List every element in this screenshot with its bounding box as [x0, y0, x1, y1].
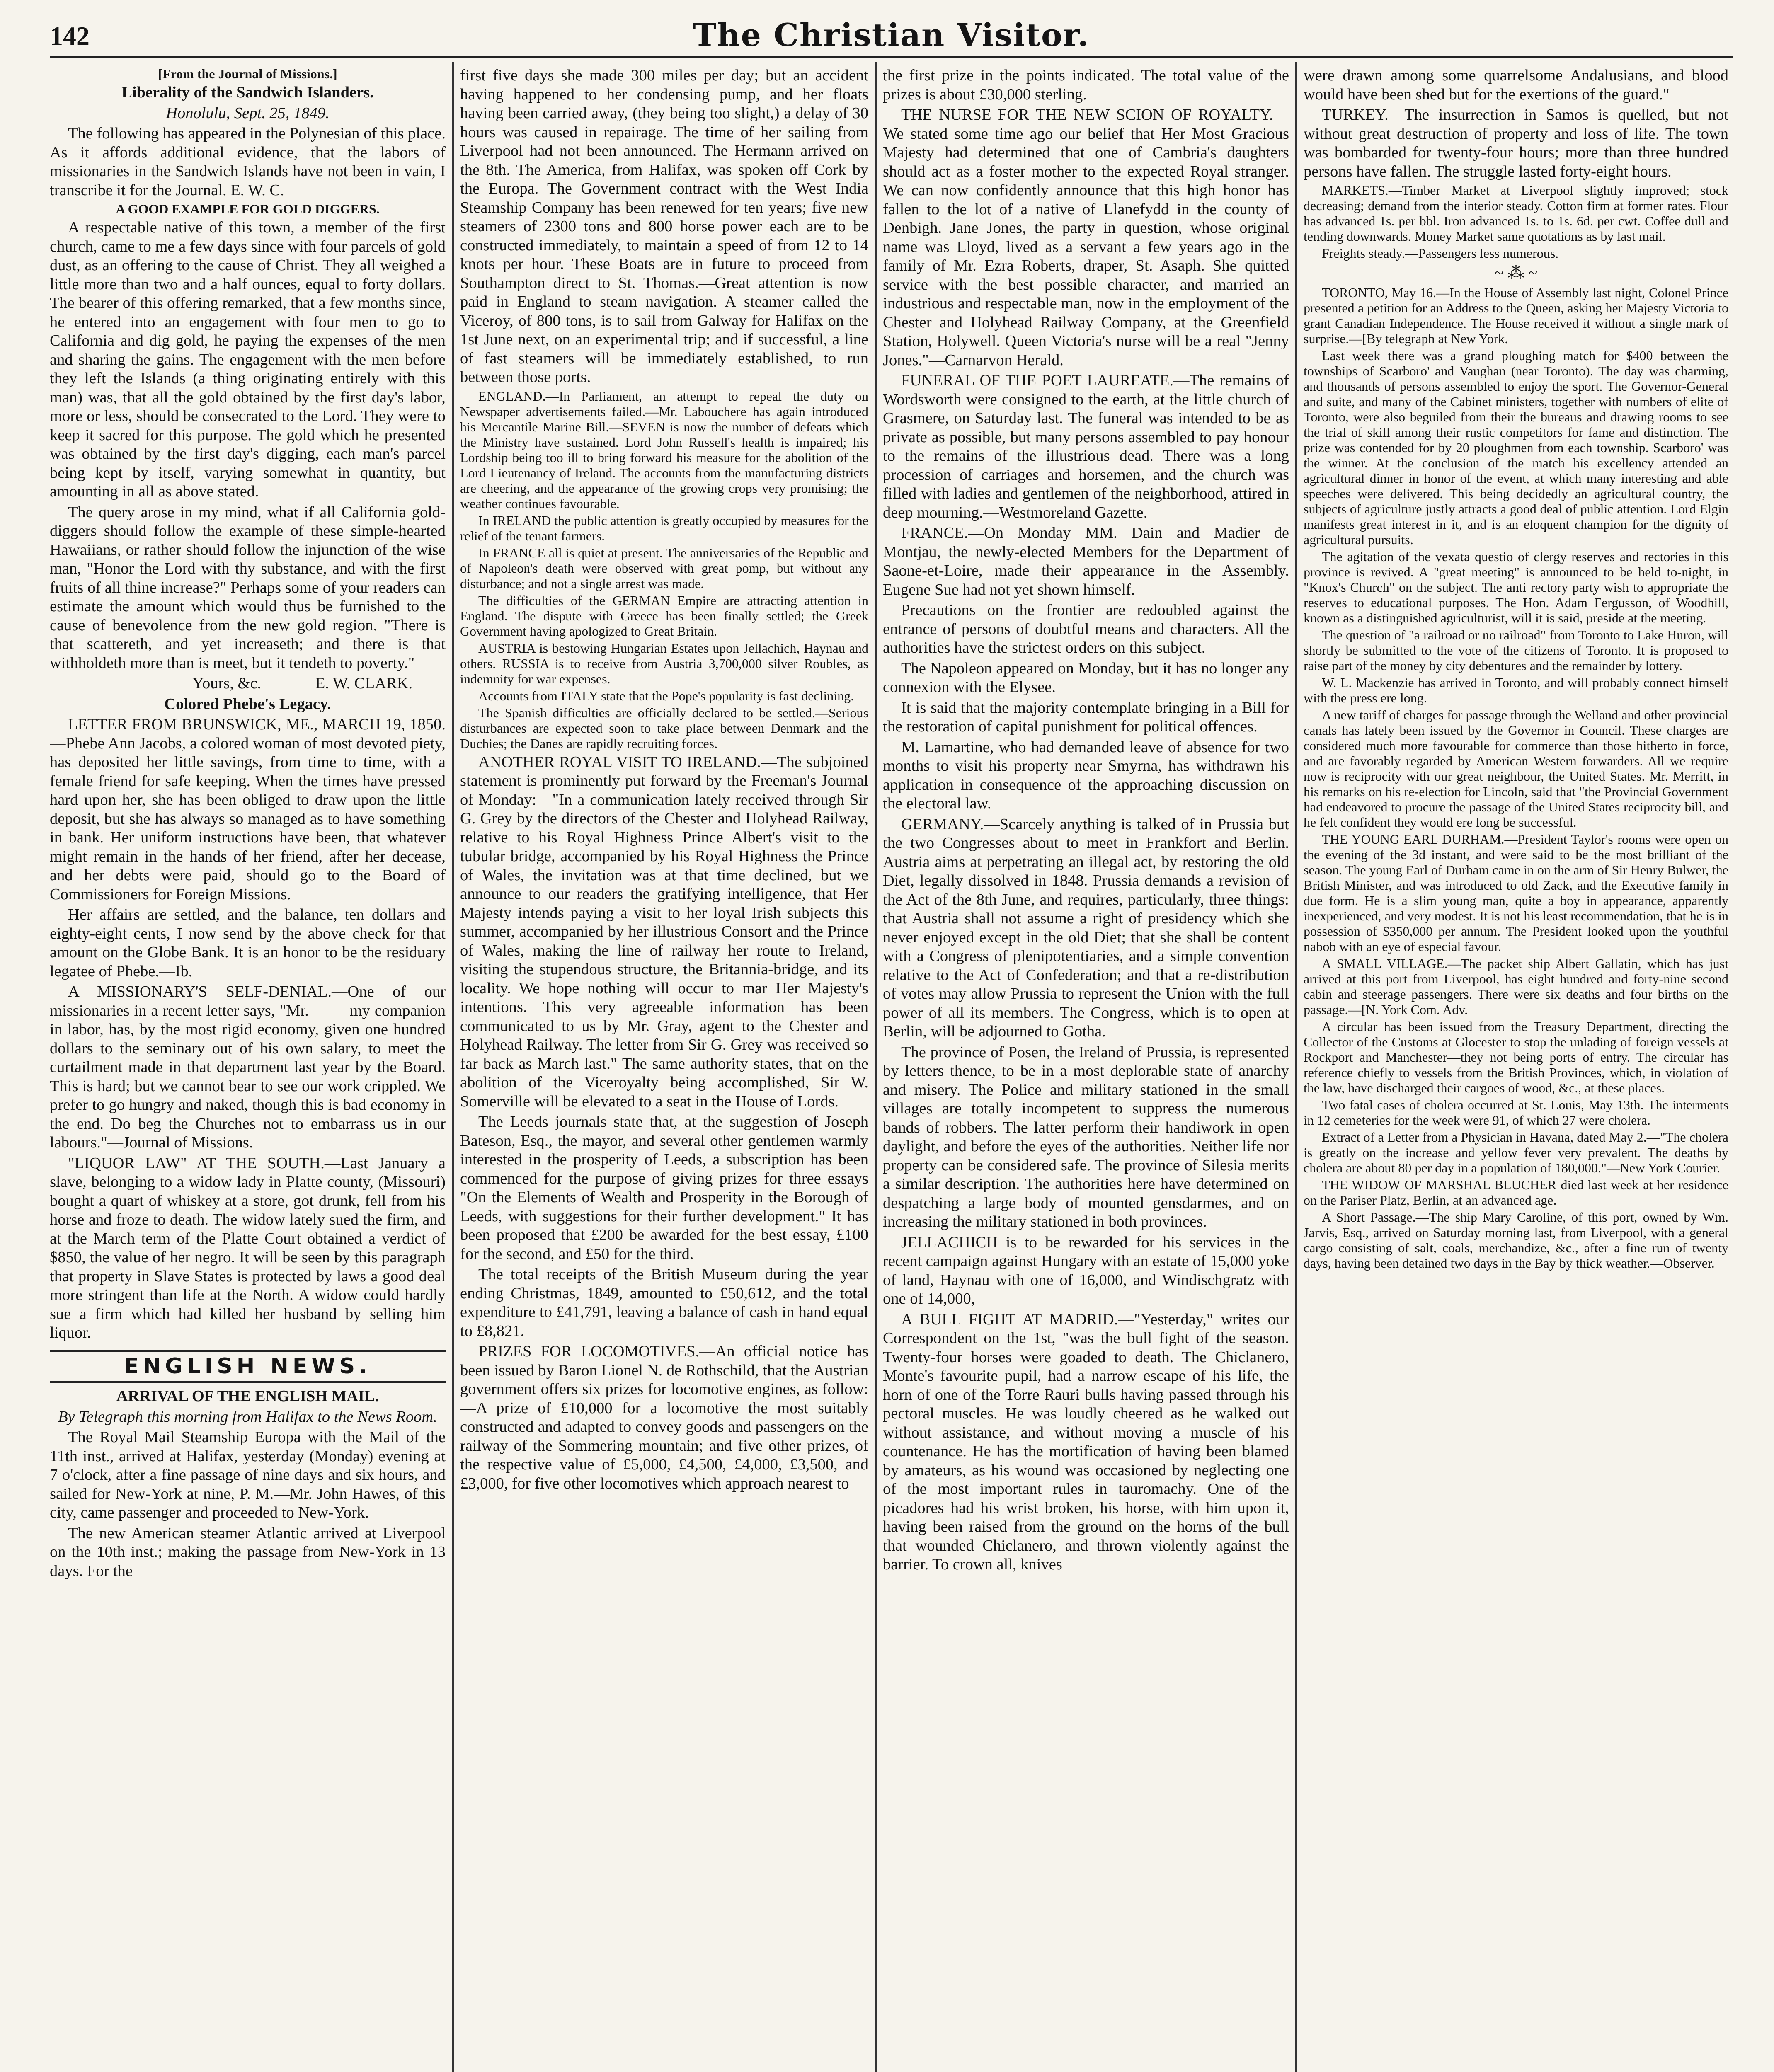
column-rule	[875, 62, 877, 2072]
article-title: Liberality of the Sandwich Islanders.	[121, 84, 374, 101]
telegraph-note: By Telegraph this morning from Halifax to the News Room.	[58, 1408, 437, 1426]
paragraph: A new tariff of charges for passage through the Welland and other provincial canals has lately been issued by the Governor in Council. These charges are considered much more favourable for commerce than those hitherto in force, and are favorably regarded by American Western forwarders. All we require now is reciprocity with our great neighbour, the United States. Mr. Merritt, in his remarks on his re-election for Lincoln, said that "the Provincial Government had endeavored to procure the passage of the United States reciprocity bill, and he felt confident they would ere long be successful.	[1304, 707, 1728, 830]
paragraph: Two fatal cases of cholera occurred at St. Louis, May 13th. The interments in 12 cemeteries for the week were 91, of which 27 were cholera.	[1304, 1097, 1728, 1128]
signature	[50, 674, 446, 693]
paragraph: TURKEY.—The insurrection in Samos is quelled, but not without great destruction of property and loss of life. The town was bombarded for twenty-four hours; more than three hundred persons have fallen. The struggle lasted forty-eight hours.	[1304, 106, 1728, 180]
paragraph: "LIQUOR LAW" AT THE SOUTH.—Last January a slave, belonging to a widow lady in Platte county, (Missouri) bought a quart of whiskey at a store, got drunk, fell from his horse and froze to death. The widow lately sued the firm, and at the March term of the Platte Court obtained a verdict of $850, the value of her negro. It will be seen by this paragraph that property in Slave States is protected by laws a good deal more stringent than life at the North. A widow could hardly sue a firm which had killed her husband by selling him liquor.	[50, 1154, 446, 1341]
paragraph: The question of "a railroad or no railroad" from Toronto to Lake Huron, will shortly be submitted to the vote of the citizens of Toronto. It is proposed to raise part of the money by city debentures and the remainder by lottery.	[1304, 627, 1728, 673]
paragraph: were drawn among some quarrelsome Andalusians, and blood would have been shed but for the exertions of the guard."	[1304, 67, 1728, 103]
paragraph: The Leeds journals state that, at the suggestion of Joseph Bateson, Esq., the mayor, and several other gentlemen warmly interested in the prosperity of Leeds, a subscription has been commenced for the purpose of giving prizes for three essays "On the Elements of Wealth and Prosperity in the Borough of Leeds, with suggestions for their further development." It has been proposed that £200 be awarded for the best essay, £100 for the second, and £50 for the third.	[460, 1113, 868, 1263]
paragraph: A SMALL VILLAGE.—The packet ship Albert Gallatin, which has just arrived at this port from Liverpool, has eight hundred and forty-nine second cabin and steerage passengers. There were six deaths and four births on the passage.—[N. York Com. Adv.	[1304, 956, 1728, 1017]
masthead-title: The Christian Visitor.	[693, 17, 1090, 53]
column-1	[50, 66, 446, 2072]
paragraph: Her affairs are settled, and the balance, ten dollars and eighty-eight cents, I now send by the above check for that amount on the Globe Bank. It is an honor to be the residuary legatee of Phebe.—Ib.	[50, 906, 446, 980]
paragraph: The agitation of the vexata questio of clergy reserves and rectories in this province is revived. A "great meeting" is announced to be held to-night, in "Knox's Church" on the subject. The anti rectory party wish to appropriate the reserves to educational purposes. The Hon. Adam Fergusson, of Woodhill, known as a distinguished agriculturist, will it is said, preside at the meeting.	[1304, 549, 1728, 625]
signature-name: E. W. CLARK.	[315, 675, 412, 692]
paragraph: The Royal Mail Steamship Europa with the Mail of the 11th inst., arrived at Halifax, yesterday (Monday) evening at 7 o'clock, after a fine passage of nine days and six hours, and sailed for New-York at nine, P. M.—Mr. John Hawes, of this city, came passenger and proceeded to New-York.	[50, 1428, 446, 1521]
paragraph: THE YOUNG EARL DURHAM.—President Taylor's rooms were open on the evening of the 3d instant, and were said to be the most brilliant of the season. The young Earl of Durham came in on the arm of Sir Henry Bulwer, the British Minister, and was introduced to old Zack, and the Executive family in due form. He is a slim young man, quite a boy in appearance, apparently inexperienced, and very modest. It is not his least recommendation, that he is in possession of $350,000 per annum. The President looked upon the youthful nabob with an eye of especial favour.	[1304, 831, 1728, 954]
signature-closing: Yours, &c.	[192, 675, 262, 692]
paragraph: In IRELAND the public attention is greatly occupied by measures for the relief of the tenant farmers.	[460, 513, 868, 543]
subheading: A GOOD EXAMPLE FOR GOLD DIGGERS.	[116, 201, 380, 216]
page-number: 142	[50, 21, 90, 51]
paragraph: The Spanish difficulties are officially declared to be settled.—Serious disturbances are expected soon to take place between Denmark and the Duchies; the Danes are rapidly recruiting forces.	[460, 705, 868, 751]
paragraph: PRIZES FOR LOCOMOTIVES.—An official notice has been issued by Baron Lionel N. de Rothschild, that the Austrian government offers six prizes for locomotive engines, as follow:—A prize of £10,000 for a locomotive the most suitably constructed and adapted to convey goods and passengers on the railway of the Sommering mountain; and five other prizes, of the respective value of £5,000, £4,500, £4,000, £3,500, and £3,000, for five other locomotives which approach nearest to	[460, 1343, 868, 1492]
paragraph: MARKETS.—Timber Market at Liverpool slightly improved; stock decreasing; demand from the interior steady. Cotton firm at former rates. Flour has advanced 1s. per bbl. Iron advanced 1s. to 1s. 6d. per cwt. Coffee dull and tending downwards. Money Market same quotations as by last mail.	[1304, 183, 1728, 244]
paragraph: It is said that the majority contemplate bringing in a Bill for the restoration of capital punishment for political offences.	[883, 699, 1289, 735]
article-title: Colored Phebe's Legacy.	[164, 695, 331, 713]
column-2	[460, 66, 868, 2072]
paragraph: the first prize in the points indicated. The total value of the prizes is about £30,000 sterling.	[883, 67, 1289, 103]
page-header	[50, 17, 1733, 58]
paragraph: The following has appeared in the Polynesian of this place. As it affords additional evidence, that the labors of missionaries in the Sandwich Islands have not been in vain, I transcribe it for the Journal. E. W. C.	[50, 125, 446, 199]
paragraph: The Napoleon appeared on Monday, but it has no longer any connexion with the Elysee.	[883, 659, 1289, 696]
paragraph: Accounts from ITALY state that the Pope's popularity is fast declining.	[478, 688, 854, 703]
paragraph: W. L. Mackenzie has arrived in Toronto, and will probably connect himself with the press ere long.	[1304, 675, 1728, 705]
paragraph: GERMANY.—Scarcely anything is talked of in Prussia but the two Congresses about to meet in Frankfort and Berlin. Austria aims at perpetrating an illegal act, by restoring the old Diet, legally dissolved in 1848. Prussia demands a revision of the Act of the 8th June, and requires, particularly, three things: that Austria shall not assume a right of presidency which she never enjoyed except in the old Diet; that she shall be content with a Congress of plenipotentiaries, and a simple convention relative to the Act of Confederation; and that a re-distribution of votes may allow Prussia to represent the Union with the full power of all its members. The Congress, which is to open at Berlin, will be adjourned to Gotha.	[883, 815, 1289, 1040]
paragraph: M. Lamartine, who had demanded leave of absence for two months to visit his property near Smyrna, has withdrawn his application in consequence of the approaching discussion on the electoral law.	[883, 738, 1289, 812]
paragraph: A BULL FIGHT AT MADRID.—"Yesterday," writes our Correspondent on the 1st, "was the bull fight of the season. Twenty-four horses were goaded to death. The Chiclanero, Monte's favourite pupil, had a narrow escape of his life, the horn of one of the Torre Rauri bulls having passed through his pectoral muscles. He was loudly cheered as he walked out without assistance, and without moving a muscle of his countenance. He has the mortification of having been blamed by amateurs, as his wound was occasioned by neglecting one of the most important rules in tauromachy. One of the picadores had his wrist broken, his horse, with him upon it, having been raised from the ground on the horns of the bull that wounded Chiclanero, and thrown violently against the barrier. To crown all, knives	[883, 1310, 1289, 1573]
paragraph: TORONTO, May 16.—In the House of Assembly last night, Colonel Prince presented a petition for an Address to the Queen, asking her Majesty Victoria to grant Canadian Independence. The House received it without a single mark of surprise.—[By telegraph at New York.	[1304, 285, 1728, 346]
paragraph: A circular has been issued from the Treasury Department, directing the Collector of the Customs at Glocester to stop the unlading of foreign vessels at Rockport and Manchester—they not being ports of entry. The circular has reference chiefly to vessels from the British Provinces, which, in violation of the law, have discharged their cargoes of wood, &c., at these places.	[1304, 1019, 1728, 1095]
paragraph: THE NURSE FOR THE NEW SCION OF ROYALTY.—We stated some time ago our belief that Her Most Gracious Majesty had determined that one of Cambria's daughters should act as a foster mother to the expected Royal stranger. We can now confidently announce that this high honor has fallen to the lot of a native of Llanefydd in the county of Denbigh. Jane Jones, the party in question, whose original name was Lloyd, lived as a servant a few years ago in the family of Mr. Ezra Roberts, draper, St. Asaph. She quitted service with the best possible character, and married an industrious and respectable man, now in the employment of the Chester and Holyhead Railway Company, at the Greenfield Station, Holywell. Queen Victoria's nurse will be a real "Jenny Jones."—Carnarvon Herald.	[883, 106, 1289, 369]
source-note: [From the Journal of Missions.]	[158, 66, 337, 81]
paragraph: The province of Posen, the Ireland of Prussia, is represented by letters thence, to be in a most deplorable state of anarchy and misery. The Police and military stationed in the small villages are totally incompetent to suppress the numerous bands of robbers. The latter perform their handiwork in open daylight, and before the eyes of the authorities. Neither life nor property can be considered safe. The province of Silesia merits a similar description. The authorities here have determined on despatching a large body of mounted gensdarmes, and on increasing the military stationed in both provinces.	[883, 1043, 1289, 1230]
paragraph: A respectable native of this town, a member of the first church, came to me a few days since with four parcels of gold dust, as an offering to the cause of Christ. They all weighed a little more than two and a half ounces, equal to forty dollars. The bearer of this offering remarked, that a few months since, he entered into an engagement with four men to go to California and dig gold, he paying the expenses of the men and sharing the gains. The engagement with the men before they left the Islands (a thing originating entirely with this man) was, that all the gold obtained by the first day's labor, more or less, should be consecrated to the Lord. They were to keep it sacred for this purpose. The gold which he presented was obtained by the first day's digging, each man's parcel being kept by itself, varying somewhat in quantity, but amounting in all as above stated.	[50, 219, 446, 500]
paragraph: ANOTHER ROYAL VISIT TO IRELAND.—The subjoined statement is prominently put forward by the Freeman's Journal of Monday:—"In a communication lately received through Sir G. Grey by the directors of the Chester and Holyhead Railway, relative to his Royal Highness Prince Albert's visit to the tubular bridge, accompanied by his Royal Highness the Prince of Wales, the invitation was at that time declined, but we announce to our readers the gratifying intelligence, that Her Majesty intends paying a visit to her loyal Irish subjects this summer, accompanied by her illustrious Consort and the Prince of Wales, making the line of railway her route to Ireland, visiting the stupendous structure, the Britannia-bridge, and its locality. We hope nothing will occur to mar Her Majesty's intentions. This very agreeable information has been communicated to us by Mr. Gray, agent to the Chester and Holyhead Railway. The letter from Sir G. Grey was received so far back as March last." The same authority states, that on the abolition of the Viceroyalty being accomplished, Sir W. Somerville will be elevated to a seat in the House of Lords.	[460, 753, 868, 1110]
paragraph: The query arose in my mind, what if all California gold-diggers should follow the example of these simple-hearted Hawaiians, or rather should follow the injunction of the wise man, "Honor the Lord with thy substance, and with the first fruits of all thine increase?" Perhaps some of your readers can estimate the amount which would thus be furnished to the cause of benevolence from the new gold region. "There is that scattereth, and yet increaseth; and there is that withholdeth more than is meet, but it tendeth to poverty."	[50, 503, 446, 672]
column-rule	[1295, 62, 1297, 2072]
paragraph: AUSTRIA is bestowing Hungarian Estates upon Jellachich, Haynau and others. RUSSIA is to receive from Austria 3,700,000 silver Roubles, as indemnity for war expenses.	[460, 640, 868, 686]
paragraph: LETTER FROM BRUNSWICK, ME., MARCH 19, 1850.—Phebe Ann Jacobs, a colored woman of most devoted piety, has deposited her little savings, from time to time, with a female friend for safe keeping. When the times have pressed hard upon her, she has been obliged to draw upon the little deposit, but she has always so managed as to have something in bank. Her uniform instructions have been, that whatever might remain in the hands of her friend, after her decease, and her debts were paid, should go to the Board of Commissioners for Foreign Missions.	[50, 716, 446, 903]
column-3	[883, 66, 1289, 2072]
paragraph: FUNERAL OF THE POET LAUREATE.—The remains of Wordsworth were consigned to the earth, at the little church of Grasmere, on Saturday last. The funeral was intended to be as private as possible, but many persons assembled to pay honour to the remains of the illustrious dead. There was a long procession of carriages and horsemen, and the church was filled with ladies and gentlemen of the neighborhood, attired in deep mourning.—Westmoreland Gazette.	[883, 372, 1289, 521]
section-banner: ENGLISH NEWS.	[50, 1350, 446, 1383]
paragraph: Extract of a Letter from a Physician in Havana, dated May 2.—"The cholera is greatly on the increase and yellow fever very prevalent. The deaths by cholera are about 80 per day in a population of 180,000."—New York Courier.	[1304, 1129, 1728, 1175]
paragraph: Last week there was a grand ploughing match for $400 between the townships of Scarboro' and Vaughan (near Toronto). The day was charming, and thousands of persons assembled to enjoy the sport. The Governor-General and suite, and many of the Cabinet ministers, together with numbers of elite of Toronto, were also beguiled from their the bureaus and drawing rooms to see the trial of skill among their rustic competitors for fame and distinction. The prize was contended for by 20 ploughmen from each township. Scarboro' was the winner. At the conclusion of the match his excellency attended an agricultural dinner in honor of the event, at which many interesting and able speeches were delivered. This being decidedly an agricultural country, the subjects of agriculture justly attracts a good deal of public attention. Lord Elgin manifests great interest in it, and is an eloquent champion for the dignity of agricultural pursuits.	[1304, 348, 1728, 547]
paragraph: The total receipts of the British Museum during the year ending Christmas, 1849, amounted to £50,612, and the total expenditure to £41,791, leaving a balance of cash in hand equal to £8,821.	[460, 1266, 868, 1340]
column-4	[1304, 66, 1728, 2072]
paragraph: A Short Passage.—The ship Mary Caroline, of this port, owned by Wm. Jarvis, Esq., arrived on Saturday morning last, from Liverpool, with a general cargo consisting of salt, coals, merchandize, &c., after a fine run of twenty days, having been detained two days in the Bay by thick weather.—Observer.	[1304, 1209, 1728, 1271]
column-rule	[452, 62, 454, 2072]
paragraph: The new American steamer Atlantic arrived at Liverpool on the 10th inst.; making the passage from New-York in 13 days. For the	[50, 1524, 446, 1580]
paragraph: A MISSIONARY'S SELF-DENIAL.—One of our missionaries in a recent letter says, "Mr. —— my companion in labor, has, by the most rigid economy, given one hundred dollars to the seminary out of his own salary, to meet the curtailment made in that department last year by the Board. This is hard; but we cannot bear to see our work crippled. We prefer to go hungry and naked, though this is bad economy in the end. Do beg the Churches not to embarrass us in our labours."—Journal of Missions.	[50, 983, 446, 1151]
ornament-divider-icon: ~ ⁂ ~	[1494, 264, 1538, 282]
article-title: ARRIVAL OF THE ENGLISH MAIL.	[116, 1387, 379, 1405]
paragraph: JELLACHICH is to be rewarded for his services in the recent campaign against Hungary with an estate of 15,000 yoke of land, Haynau with one of 16,000, and Windischgratz with one of 14,000,	[883, 1233, 1289, 1307]
paragraph: Freights steady.—Passengers less numerous.	[1322, 246, 1559, 261]
paragraph: The difficulties of the GERMAN Empire are attracting attention in England. The dispute with Greece has been finally settled; the Greek Government having apologized to Great Britain.	[460, 593, 868, 639]
paragraph: Precautions on the frontier are redoubled against the entrance of persons of doubtful means and characters. All the authorities have the strictest orders on this subject.	[883, 601, 1289, 656]
dateline: Honolulu, Sept. 25, 1849.	[166, 104, 330, 122]
paragraph: first five days she made 300 miles per day; but an accident having happened to her condensing pump, and her floats having been carried away, (they being too slight,) a delay of 30 hours was caused in repairage. The time of her sailing from Liverpool had not been announced. The Hermann arrived on the 8th. The America, from Halifax, was spoken off Cork by the Europa. The Government contract with the West India Steamship Company has been renewed for ten years; five new steamers of 2300 tons and 800 horse power each are to be constructed immediately, to maintain a speed of from 12 to 14 knots per hour. These Boats are in future to proceed from Southampton direct to St. Thomas.—Great attention is now paid in England to steam navigation. A steamer called the Viceroy, of 800 tons, is to sail from Galway for Halifax on the 1st June next, on an experimental trip; and if successful, a line of fast steamers will be immediately established, to run between those ports.	[460, 67, 868, 386]
paragraph: THE WIDOW OF MARSHAL BLUCHER died last week at her residence on the Pariser Platz, Berlin, at an advanced age.	[1304, 1177, 1728, 1208]
paragraph: In FRANCE all is quiet at present. The anniversaries of the Republic and of Napoleon's death were observed with great pomp, but without any disturbance; and not a single arrest was made.	[460, 545, 868, 591]
paragraph: ENGLAND.—In Parliament, an attempt to repeal the duty on Newspaper advertisements failed.—Mr. Labouchere has again introduced his Mercantile Marine Bill.—SEVEN is now the number of defeats which the Ministry have sustained. Lord John Russell's health is impaired; his Lordship being too ill to bring forward his measure for the abolition of the Lord Lieutenancy of Ireland. The accounts from the manufacturing districts are cheering, and the appearance of the growing crops very promising; the weather continues favourable.	[460, 388, 868, 511]
paragraph: FRANCE.—On Monday MM. Dain and Madier de Montjau, the newly-elected Members for the Department of Saone-et-Loire, made their appearance in the Assembly. Eugene Sue had not yet shown himself.	[883, 524, 1289, 598]
